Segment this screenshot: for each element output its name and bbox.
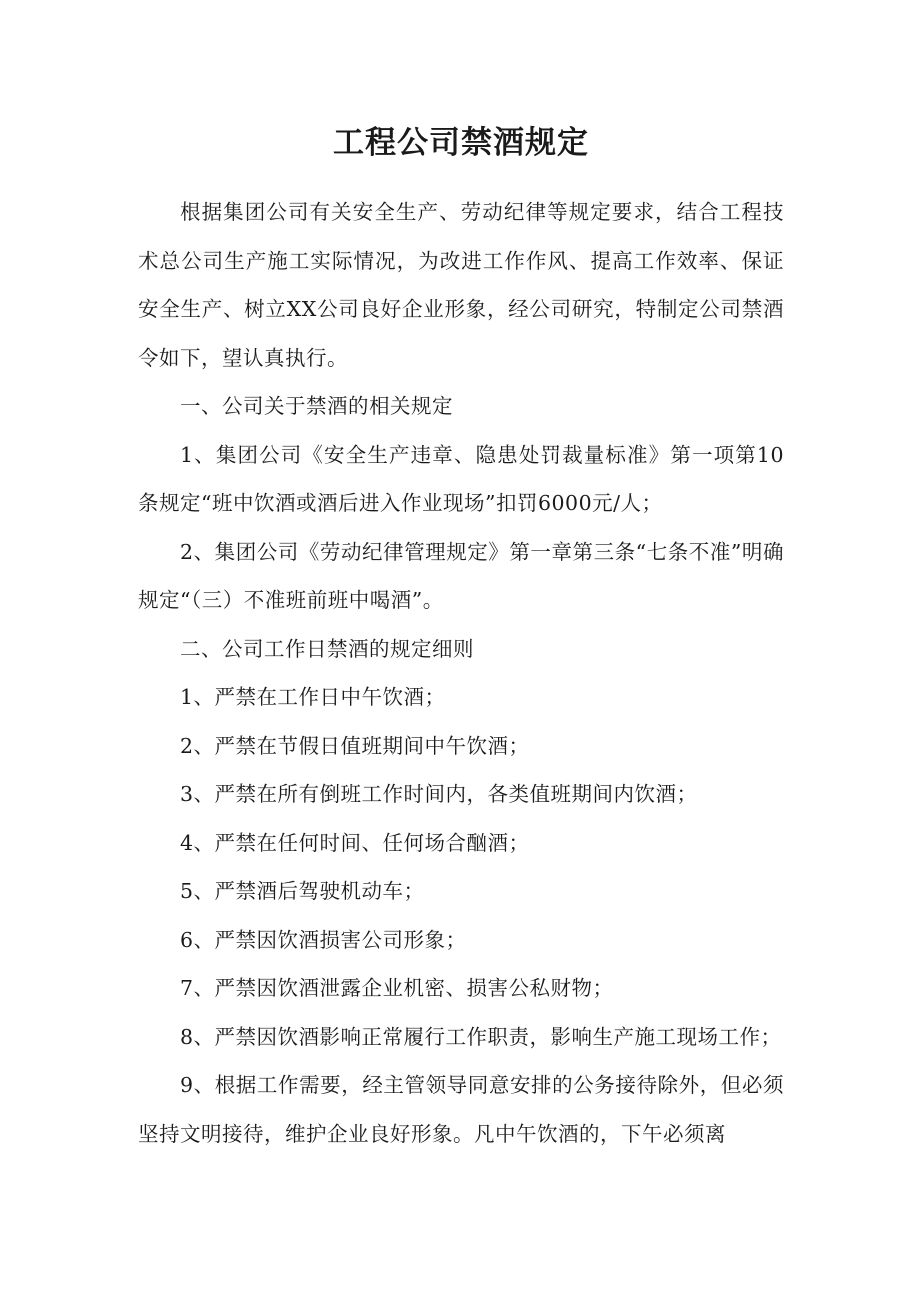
section-2-item-9: 9、根据工作需要，经主管领导同意安排的公务接待除外，但必须坚持文明接待，维护企业良好形象。凡中午饮酒的，下午必须离 xyxy=(138,1073,784,1146)
section-heading-1: 一、公司关于禁酒的相关规定 xyxy=(180,394,453,418)
section-2-item-5: 5、严禁酒后驾驶机动车； xyxy=(180,879,425,903)
document-page xyxy=(138,120,784,1158)
section-2-item-3: 3、严禁在所有倒班工作时间内，各类值班期间内饮酒； xyxy=(180,782,698,806)
section-1-item-2: 2、集团公司《劳动纪律管理规定》第一章第三条“七条不准”明确规定“（三）不准班前班中喝酒”。 xyxy=(138,539,784,612)
section-2-item-7: 7、严禁因饮酒泄露企业机密、损害公私财物； xyxy=(180,976,614,1000)
section-2-item-8: 8、严禁因饮酒影响正常履行工作职责，影响生产施工现场工作； xyxy=(180,1024,782,1049)
section-2-item-6: 6、严禁因饮酒损害公司形象； xyxy=(180,927,467,952)
paragraph-intro: 根据集团公司有关安全生产、劳动纪律等规定要求，结合工程技术总公司生产施工实际情况，为改进工作作风、提高工作效率、保证安全生产、树立XX公司良好企业形象，经公司研究，特制定公司禁酒令如下，望认真执行。 xyxy=(138,200,784,370)
section-heading-2: 二、公司工作日禁酒的规定细则 xyxy=(180,636,474,661)
section-2-item-2: 2、严禁在节假日值班期间中午饮酒； xyxy=(180,733,530,758)
section-1-item-1: 1、集团公司《安全生产违章、隐患处罚裁量标准》第一项第10条规定“班中饮酒或酒后进入作业现场”扣罚6000元/人； xyxy=(138,442,784,515)
section-2-item-4: 4、严禁在任何时间、任何场合酗酒； xyxy=(180,830,530,855)
section-2-item-1: 1、严禁在工作日中午饮酒； xyxy=(180,685,446,709)
document-title: 工程公司禁酒规定 xyxy=(333,125,589,161)
